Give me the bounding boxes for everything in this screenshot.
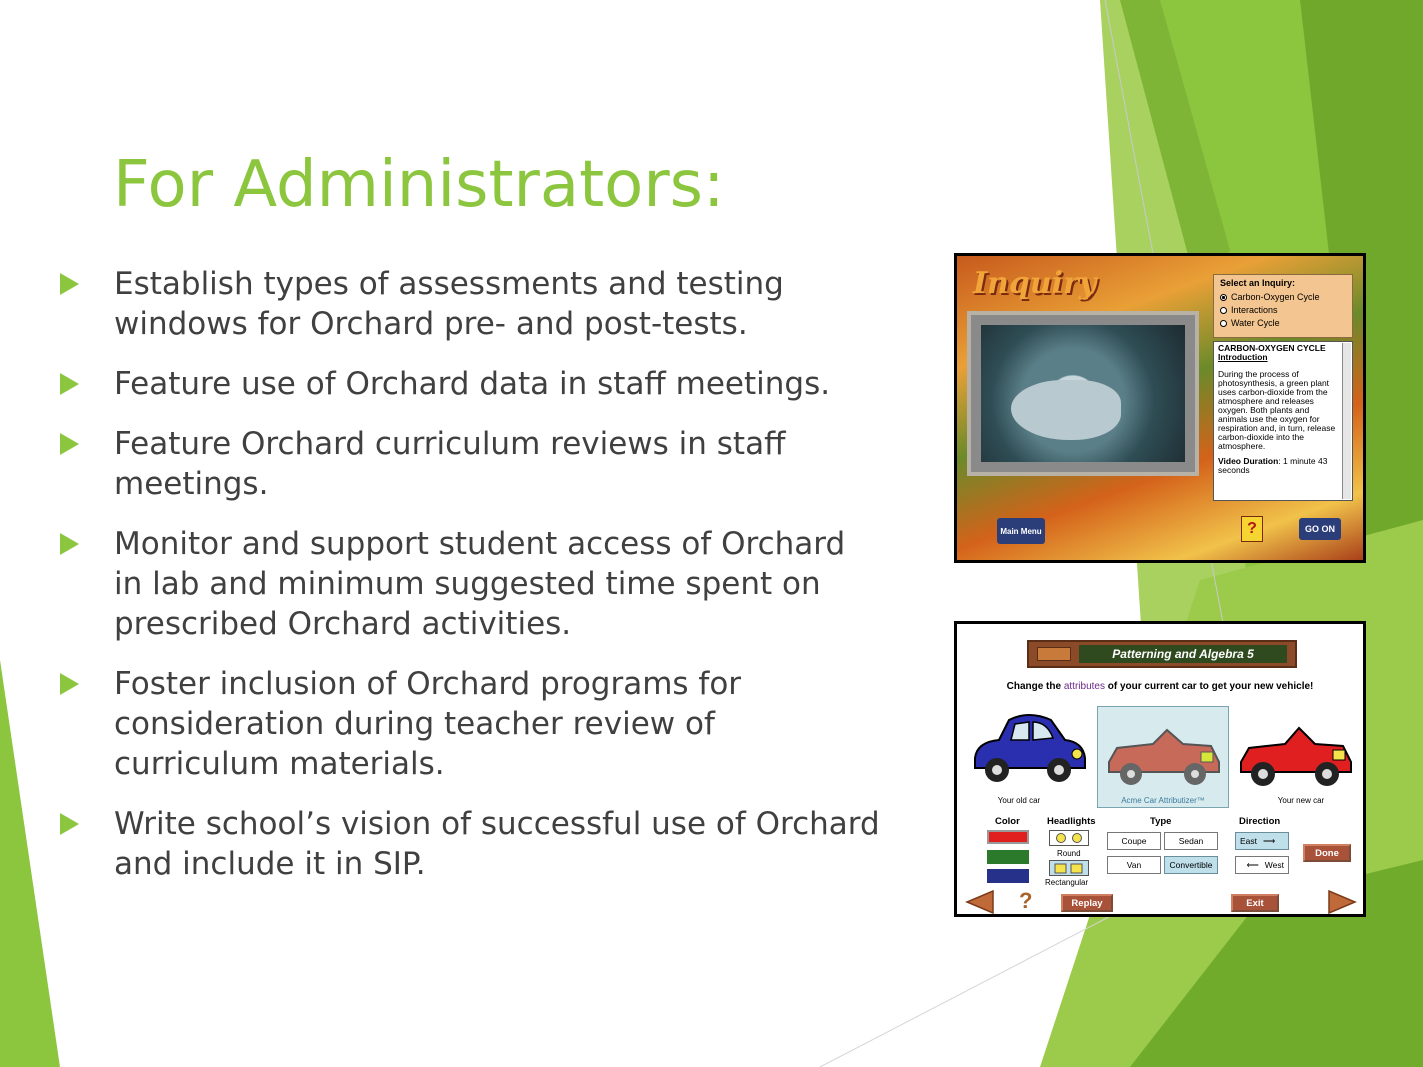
bullet-arrow-icon bbox=[60, 673, 79, 695]
radio-icon[interactable] bbox=[1220, 307, 1227, 314]
color-swatch-blue[interactable] bbox=[987, 869, 1029, 883]
rectangular-lamp-icon bbox=[1050, 861, 1088, 875]
east-label: East bbox=[1240, 836, 1258, 846]
round-label: Round bbox=[1057, 849, 1081, 858]
help-button[interactable]: ? bbox=[1241, 516, 1263, 542]
option-water-cycle[interactable] bbox=[1220, 318, 1346, 328]
left-facet bbox=[0, 660, 60, 1067]
bullet-text: Feature use of Orchard data in staff meetings. bbox=[114, 366, 831, 402]
bullet-arrow-icon bbox=[60, 433, 79, 455]
new-car-image bbox=[1235, 716, 1355, 788]
select-label: Select an Inquiry: bbox=[1220, 278, 1296, 288]
pattern-title-banner bbox=[1027, 640, 1297, 668]
color-swatch-red[interactable] bbox=[987, 830, 1029, 844]
done-button[interactable]: Done bbox=[1303, 844, 1351, 862]
option-label: Carbon-Oxygen Cycle bbox=[1231, 292, 1320, 302]
panel-title: CARBON-OXYGEN CYCLE bbox=[1218, 343, 1326, 353]
wood-plank-icon bbox=[1037, 647, 1071, 661]
inquiry-select-panel bbox=[1213, 274, 1353, 338]
fish-image bbox=[1011, 380, 1121, 440]
new-car-headlight bbox=[1333, 750, 1345, 760]
panel-scrollbar[interactable] bbox=[1342, 343, 1351, 499]
inquiry-heading: Inquiry bbox=[973, 266, 1097, 301]
type-sedan-button[interactable]: Sedan bbox=[1164, 832, 1218, 850]
bullet-item bbox=[60, 804, 880, 884]
bullet-list bbox=[60, 264, 880, 904]
main-menu-button[interactable]: Main Menu bbox=[997, 518, 1045, 544]
bullet-text: Establish types of assessments and testing windows for Orchard pre- and post-tests. bbox=[114, 266, 784, 342]
radio-icon[interactable] bbox=[1220, 320, 1227, 327]
inquiry-screenshot bbox=[954, 253, 1366, 563]
direction-east-button[interactable] bbox=[1235, 832, 1289, 850]
option-interactions[interactable] bbox=[1220, 305, 1346, 315]
direction-west-button[interactable] bbox=[1235, 856, 1289, 874]
bullet-item bbox=[60, 424, 880, 504]
option-carbon-oxygen[interactable] bbox=[1220, 292, 1346, 302]
attributizer-car-headlight bbox=[1201, 752, 1213, 762]
hubcap bbox=[1258, 769, 1268, 779]
old-car-caption: Your old car bbox=[997, 796, 1041, 805]
video-still-image bbox=[981, 325, 1185, 462]
bullet-item bbox=[60, 664, 880, 784]
round-lamp-icon bbox=[1050, 831, 1088, 845]
option-label: Interactions bbox=[1231, 305, 1278, 315]
new-car-caption: Your new car bbox=[1277, 796, 1325, 805]
bullet-arrow-icon bbox=[60, 373, 79, 395]
exit-button[interactable]: Exit bbox=[1231, 894, 1279, 912]
bullet-arrow-icon bbox=[60, 533, 79, 555]
type-coupe-button[interactable]: Coupe bbox=[1107, 832, 1161, 850]
type-van-button[interactable]: Van bbox=[1107, 856, 1161, 874]
hubcap bbox=[1191, 770, 1199, 778]
color-swatch-green[interactable] bbox=[987, 850, 1029, 864]
inquiry-description-panel bbox=[1213, 341, 1353, 501]
duration-value: : 1 minute 43 seconds bbox=[1218, 456, 1328, 475]
previous-arrow-icon[interactable] bbox=[965, 889, 995, 915]
bullet-item bbox=[60, 264, 880, 344]
slide-title: For Administrators: bbox=[113, 148, 725, 222]
go-on-button[interactable]: GO ON bbox=[1299, 518, 1341, 540]
hubcap bbox=[1054, 765, 1064, 775]
patterning-screenshot bbox=[954, 621, 1366, 917]
bullet-arrow-icon bbox=[60, 813, 79, 835]
option-label: Water Cycle bbox=[1231, 318, 1280, 328]
type-label: Type bbox=[1150, 816, 1172, 827]
replay-button[interactable]: Replay bbox=[1061, 894, 1113, 912]
hubcap bbox=[1322, 769, 1332, 779]
instruction-highlight: attributes bbox=[1063, 681, 1105, 692]
bullet-text: Foster inclusion of Orchard programs for consideration during teacher review of curriculum materials. bbox=[114, 666, 742, 782]
attributizer-car-image bbox=[1103, 720, 1223, 786]
bullet-text: Feature Orchard curriculum reviews in staff meetings. bbox=[114, 426, 786, 502]
rectangular-label: Rectangular bbox=[1045, 878, 1089, 887]
bullet-item bbox=[60, 364, 880, 404]
inquiry-video-frame[interactable] bbox=[967, 311, 1199, 476]
color-label: Color bbox=[995, 816, 1020, 827]
west-label: West bbox=[1264, 860, 1284, 870]
direction-label: Direction bbox=[1239, 816, 1281, 827]
help-button[interactable]: ? bbox=[1019, 888, 1033, 913]
hubcap bbox=[1127, 770, 1135, 778]
attributizer-caption: Acme Car Attributizer™ bbox=[1121, 796, 1205, 805]
hubcap bbox=[992, 765, 1002, 775]
round-headlights-option[interactable] bbox=[1049, 830, 1089, 846]
bullet-text: Monitor and support student access of Orchard in lab and minimum suggested time spent on prescribed Orchard activities. bbox=[114, 526, 846, 642]
panel-subtitle: Introduction bbox=[1218, 352, 1268, 362]
rectangular-headlights-option[interactable] bbox=[1049, 860, 1089, 876]
pattern-title: Patterning and Algebra 5 bbox=[1079, 645, 1287, 663]
panel-body: During the process of photosynthesis, a green plant uses carbon-dioxide from the atmosphere and releases oxygen. Both plants and animals use the oxygen for respiration and, in turn, release carbon-dioxide into the atmosphere. bbox=[1218, 369, 1336, 451]
radio-selected-icon[interactable] bbox=[1220, 294, 1227, 301]
duration-label: Video Duration bbox=[1218, 456, 1279, 466]
arrow-left-icon: ⟵ bbox=[1246, 859, 1259, 870]
bullet-item bbox=[60, 524, 880, 644]
bullet-arrow-icon bbox=[60, 273, 79, 295]
type-convertible-button[interactable]: Convertible bbox=[1164, 856, 1218, 874]
old-car-image bbox=[969, 712, 1089, 784]
instruction-pre: Change the bbox=[1006, 681, 1064, 692]
duration-line bbox=[1218, 457, 1340, 475]
old-car-headlight bbox=[1072, 749, 1082, 759]
headlights-label: Headlights bbox=[1047, 816, 1096, 827]
arrow-right-icon: ⟶ bbox=[1263, 835, 1276, 846]
bullet-text: Write school’s vision of successful use of Orchard and include it in SIP. bbox=[114, 806, 880, 882]
instruction-text bbox=[957, 681, 1363, 692]
next-arrow-icon[interactable] bbox=[1327, 889, 1357, 915]
instruction-post: of your current car to get your new vehicle! bbox=[1104, 681, 1314, 692]
